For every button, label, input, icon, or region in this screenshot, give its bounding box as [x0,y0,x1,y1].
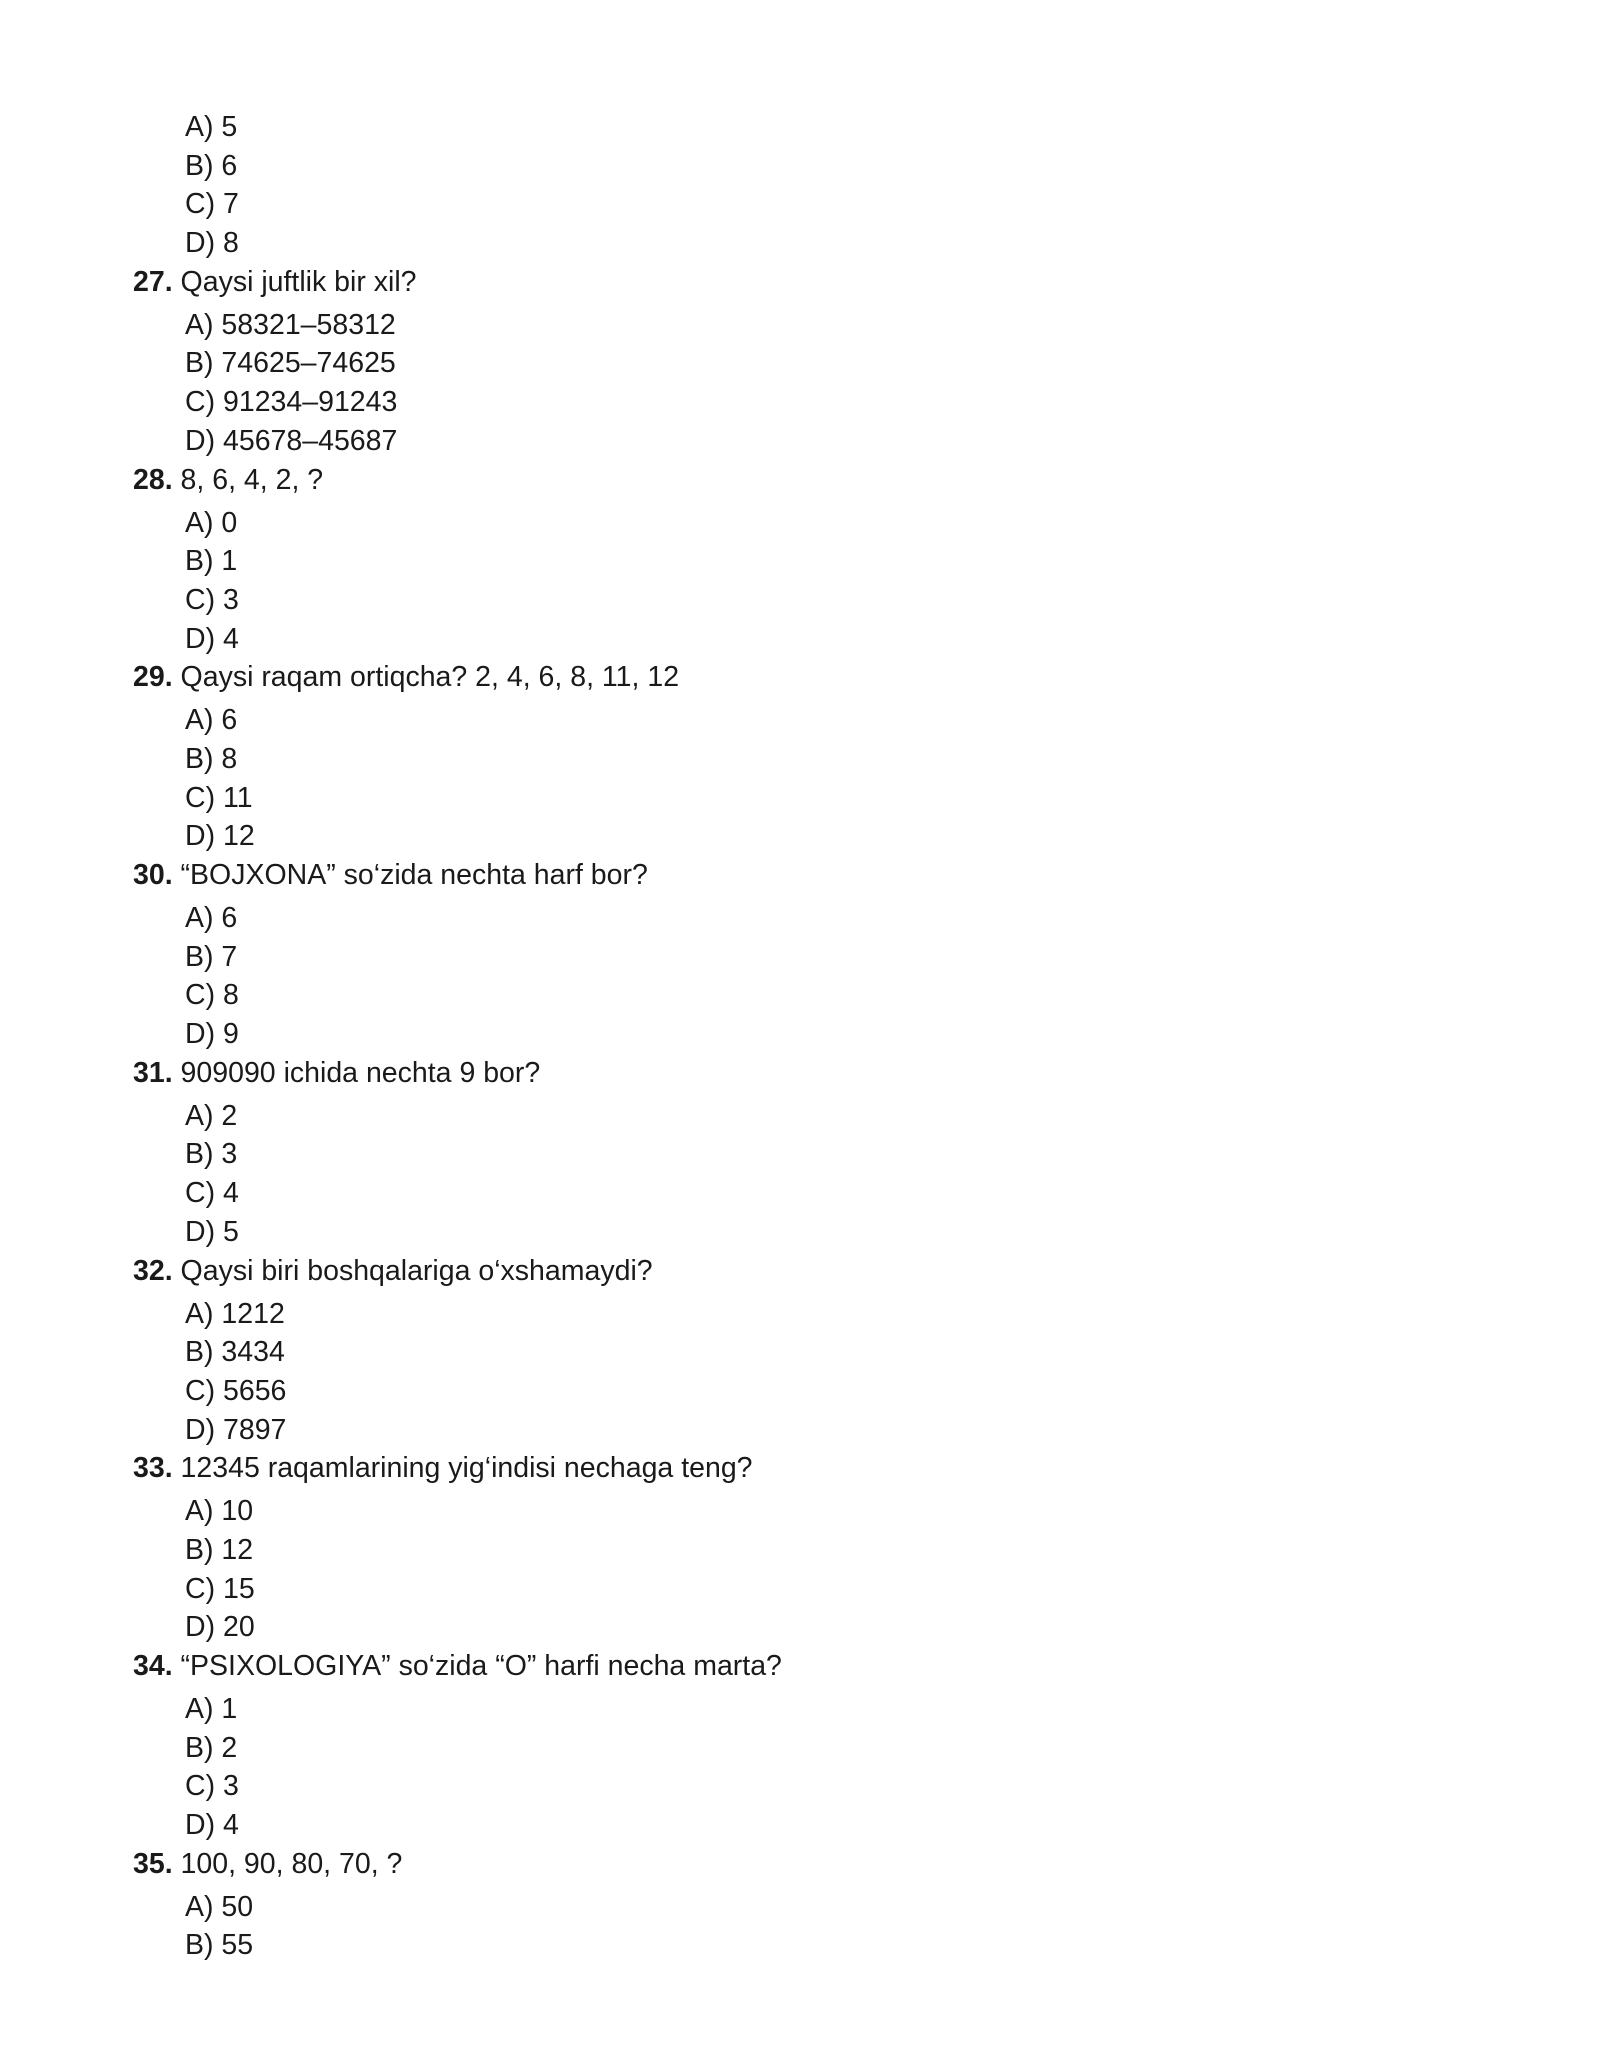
option-a: A) 6 [185,704,238,737]
question-number: 34. [133,1650,173,1682]
option-d: D) 12 [185,820,255,853]
question-number: 27. [133,265,173,298]
option-a: A) 10 [185,1495,254,1528]
question-35 [133,1845,1433,1883]
option-d: D) 8 [185,227,239,260]
option-c: C) 5656 [185,1374,287,1407]
option-a: A) 5 [185,111,238,143]
option-b: B) 8 [185,742,238,775]
option-b: B) 12 [185,1533,254,1566]
option-d: D) 4 [185,622,239,655]
option-a: A) 50 [185,1890,254,1923]
question-number: 35. [133,1847,173,1880]
option-b: B) 7 [185,940,238,973]
option-c: C) 15 [185,1572,255,1605]
question-31 [133,1054,1433,1092]
question-33 [133,1449,1433,1487]
quiz-block [133,108,1433,1965]
question-number: 32. [133,1254,173,1287]
question-text: “BOJXONA” so‘zida nechta harf bor? [180,859,648,891]
option-c: C) 3 [185,1770,239,1803]
option-a: A) 2 [185,1099,238,1132]
question-text: Qaysi juftlik bir xil? [180,265,417,298]
option-c: C) 7 [185,188,239,221]
option-a: A) 1 [185,1693,238,1725]
question-text: 909090 ichida nechta 9 bor? [180,1056,541,1089]
option-a: A) 58321–58312 [185,308,396,341]
question-text: “PSIXOLOGIYA” so‘zida “O” harfi necha marta? [180,1650,782,1682]
question-text: Qaysi raqam ortiqcha? 2, 4, 6, 8, 11, 12 [180,661,680,694]
option-b: B) 6 [185,149,238,182]
question-34 [133,1647,1433,1685]
question-text: Qaysi biri boshqalariga o‘xshamaydi? [180,1254,653,1287]
question-text: 8, 6, 4, 2, ? [180,463,324,496]
option-d: D) 20 [185,1611,255,1644]
option-d: D) 9 [185,1018,239,1051]
question-text: 12345 raqamlarining yig‘indisi nechaga teng? [180,1452,753,1485]
option-a: A) 6 [185,902,238,934]
question-number: 33. [133,1452,173,1485]
option-d: D) 45678–45687 [185,424,398,457]
option-c: C) 91234–91243 [185,386,398,419]
question-29 [133,658,1433,696]
question-number: 29. [133,661,173,694]
question-text: 100, 90, 80, 70, ? [180,1847,403,1880]
option-d: D) 4 [185,1809,239,1842]
option-a: A) 0 [185,506,238,539]
question-27 [133,263,1433,301]
option-b: B) 74625–74625 [185,347,396,380]
option-b: B) 1 [185,545,238,578]
question-28 [133,461,1433,499]
question-32 [133,1252,1433,1290]
option-c: C) 11 [185,781,253,814]
option-c: C) 4 [185,1177,239,1210]
option-b: B) 3434 [185,1336,285,1369]
question-number: 31. [133,1056,173,1089]
question-number: 30. [133,859,173,891]
option-d: D) 7897 [185,1413,287,1446]
option-c: C) 8 [185,979,239,1012]
option-b: B) 55 [185,1929,254,1962]
option-b: B) 3 [185,1138,238,1171]
question-30 [133,856,1433,894]
option-b: B) 2 [185,1731,238,1764]
option-c: C) 3 [185,583,239,616]
option-a: A) 1212 [185,1297,285,1330]
question-number: 28. [133,463,173,496]
option-d: D) 5 [185,1215,239,1248]
